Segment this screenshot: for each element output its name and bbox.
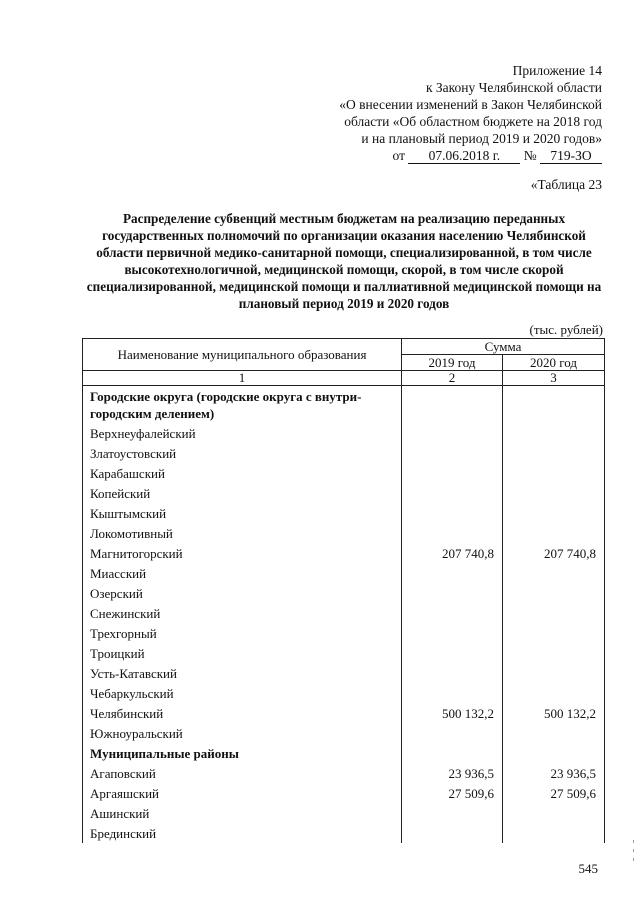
scan-edge-mark	[633, 858, 634, 861]
value-2019: 207 740,8	[402, 543, 503, 563]
municipality-name: Усть-Катавский	[83, 663, 402, 683]
value-2019: 27 509,6	[402, 783, 503, 803]
column-header-sum: Сумма	[402, 339, 605, 355]
law-date-number-line	[339, 147, 602, 164]
municipality-name: Челябинский	[83, 703, 402, 723]
value-2019	[402, 563, 503, 583]
value-2020	[503, 483, 605, 503]
column-header-2020: 2020 год	[503, 355, 605, 371]
table-row	[83, 723, 605, 743]
value-2020	[503, 443, 605, 463]
appendix-line: «О внесении изменений в Закон Челябинской	[339, 97, 602, 112]
value-2020: 207 740,8	[503, 543, 605, 563]
value-2019	[402, 503, 503, 523]
value-2020	[503, 683, 605, 703]
date-prefix: от	[392, 148, 405, 163]
appendix-line: области «Об областном бюджете на 2018 год	[344, 114, 602, 129]
municipality-name: Южноуральский	[83, 723, 402, 743]
table-body	[83, 386, 605, 844]
value-2020	[503, 823, 605, 843]
table-section-row	[83, 386, 605, 424]
value-2020	[503, 643, 605, 663]
value-2019: 23 936,5	[402, 763, 503, 783]
value-2019	[402, 523, 503, 543]
municipality-name: Карабашский	[83, 463, 402, 483]
value-2019: 500 132,2	[402, 703, 503, 723]
column-header-2019: 2019 год	[402, 355, 503, 371]
table-row	[83, 543, 605, 563]
municipality-name: Копейский	[83, 483, 402, 503]
value-2019	[402, 443, 503, 463]
law-date: 07.06.2018 г.	[408, 149, 520, 164]
column-header-name: Наименование муниципального образования	[83, 339, 402, 371]
table-row	[83, 583, 605, 603]
municipality-name: Брединский	[83, 823, 402, 843]
table-row	[83, 443, 605, 463]
table-row	[83, 523, 605, 543]
municipality-name: Троицкий	[83, 643, 402, 663]
value-2019	[402, 623, 503, 643]
table-row	[83, 683, 605, 703]
value-2020	[503, 743, 605, 763]
value-2020	[503, 603, 605, 623]
section-heading: Муниципальные районы	[83, 743, 402, 763]
table-row	[83, 783, 605, 803]
value-2020	[503, 463, 605, 483]
value-2019	[402, 803, 503, 823]
municipality-name: Магнитогорский	[83, 543, 402, 563]
value-2019	[402, 683, 503, 703]
municipality-name: Миасский	[83, 563, 402, 583]
municipality-name: Кыштымский	[83, 503, 402, 523]
value-2020	[503, 583, 605, 603]
value-2020: 23 936,5	[503, 763, 605, 783]
municipality-name: Аргаяшский	[83, 783, 402, 803]
column-number: 1	[83, 371, 402, 386]
table-row	[83, 823, 605, 843]
table-row	[83, 703, 605, 723]
table-section-row	[83, 743, 605, 763]
municipality-name: Агаповский	[83, 763, 402, 783]
value-2019	[402, 743, 503, 763]
value-2020	[503, 723, 605, 743]
value-2019	[402, 723, 503, 743]
value-2019	[402, 463, 503, 483]
table-label: «Таблица 23	[530, 177, 602, 192]
value-2019	[402, 603, 503, 623]
value-2020: 500 132,2	[503, 703, 605, 723]
value-2020	[503, 663, 605, 683]
table-row	[83, 643, 605, 663]
table-row	[83, 503, 605, 523]
appendix-line: и на плановый период 2019 и 2020 годов»	[361, 131, 602, 146]
value-2019	[402, 483, 503, 503]
value-2019	[402, 583, 503, 603]
municipality-name: Локомотивный	[83, 523, 402, 543]
value-2020	[503, 503, 605, 523]
value-2020	[503, 563, 605, 583]
value-2019	[402, 663, 503, 683]
table-row	[83, 483, 605, 503]
appendix-block	[339, 62, 602, 164]
page-number: 545	[578, 861, 598, 876]
municipality-name: Озерский	[83, 583, 402, 603]
law-number: 719-ЗО	[540, 149, 602, 164]
municipality-name: Златоустовский	[83, 443, 402, 463]
value-2019	[402, 823, 503, 843]
table-row	[83, 423, 605, 443]
table-row	[83, 603, 605, 623]
value-2020	[503, 386, 605, 424]
municipality-name: Снежинский	[83, 603, 402, 623]
value-2020	[503, 423, 605, 443]
units-label: (тыс. рублей)	[529, 322, 603, 337]
municipality-name: Трехгорный	[83, 623, 402, 643]
appendix-line: Приложение 14	[512, 63, 602, 78]
value-2020	[503, 803, 605, 823]
value-2020	[503, 623, 605, 643]
scan-edge-mark	[633, 840, 634, 843]
table-row	[83, 563, 605, 583]
value-2019	[402, 386, 503, 424]
scan-edge-mark	[633, 849, 634, 852]
table-row	[83, 763, 605, 783]
municipality-name: Верхнеуфалейский	[83, 423, 402, 443]
number-prefix: №	[523, 148, 537, 163]
subvention-table	[82, 338, 605, 843]
table-row	[83, 803, 605, 823]
document-title: Распределение субвенций местным бюджетам на реализацию переданных государственных полномочий по организации оказания населению Челябинской области первичной медико-санитарной помощи, специализированной, в том числе высокотехнологичной, медицинской помощи, скорой, в том числе скорой специализированной, медицинской помощи и паллиативной медицинской помощи на плановый период 2019 и 2020 годов	[86, 211, 602, 311]
table-row	[83, 463, 605, 483]
value-2020: 27 509,6	[503, 783, 605, 803]
value-2019	[402, 423, 503, 443]
value-2020	[503, 523, 605, 543]
column-number: 2	[402, 371, 503, 386]
municipality-name: Ашинский	[83, 803, 402, 823]
column-number: 3	[503, 371, 605, 386]
value-2019	[402, 643, 503, 663]
table-row	[83, 623, 605, 643]
table-row	[83, 663, 605, 683]
appendix-line: к Закону Челябинской области	[425, 80, 602, 95]
municipality-name: Чебаркульский	[83, 683, 402, 703]
section-heading: Городские округа (городские округа с внутри-городским делением)	[83, 386, 402, 424]
